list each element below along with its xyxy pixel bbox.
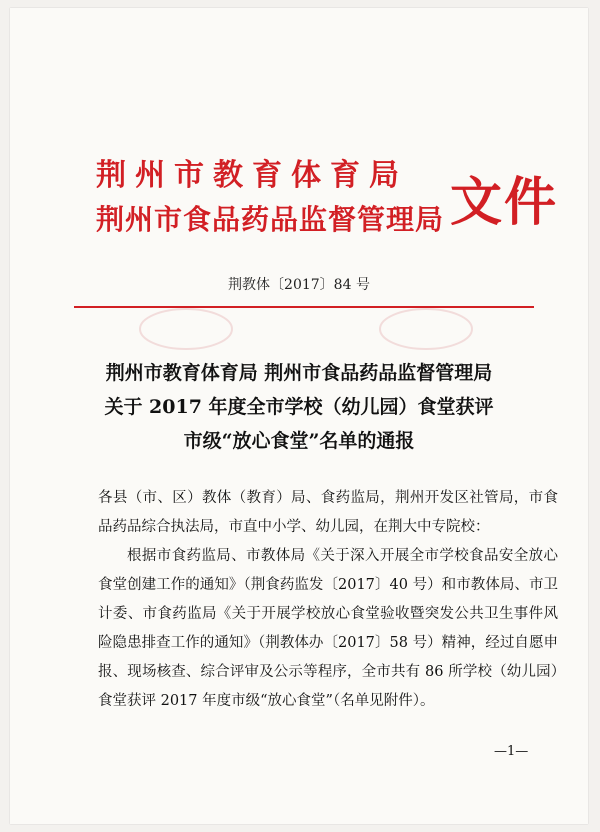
issuer-line-2: 荆州市食品药品监督管理局 <box>96 203 445 236</box>
recipients-paragraph: 各县（市、区）教体（教育）局、食药监局，荆州开发区社管局，市食品药品综合执法局，市直中小学、幼儿园，在荆大中专院校： <box>98 490 558 535</box>
body-paragraph-1: 根据市食药监局、市教体局《关于深入开展全市学校食品安全放心食堂创建工作的通知》（荆食药监发〔2017〕40 号）和市教体局、市卫计委、市食药监局《关于开展学校放心食堂验收暨突发公共卫生事件风险隐患排查工作的通知》（荆教体办〔2017〕58 号）精神，经过自愿申报、现场核查、综合评审及公示等程序，全市共有 86 所学校（幼儿园）食堂获评 2017 年度市级“放心食堂”（名单见附件）。 <box>98 548 558 709</box>
issuer-line-1: 荆州市教育体育局 <box>96 158 408 193</box>
title-line-1: 荆州市教育体育局 荆州市食品药品监督管理局 <box>105 362 493 384</box>
title-line-3: 市级“放心食堂”名单的通报 <box>183 430 415 452</box>
issuer-names <box>96 154 444 242</box>
notice-body <box>98 484 558 716</box>
faint-seal-imprint <box>106 304 506 354</box>
document-number: 荆教体〔2017〕84 号 <box>228 277 370 293</box>
document-page <box>10 8 588 824</box>
red-divider-line <box>74 306 534 308</box>
page-number: —1— <box>494 744 529 759</box>
document-word: 文件 <box>450 173 559 233</box>
notice-title <box>10 356 588 458</box>
title-line-2: 关于 2017 年度全市学校（幼儿园）食堂获评 <box>104 396 494 418</box>
